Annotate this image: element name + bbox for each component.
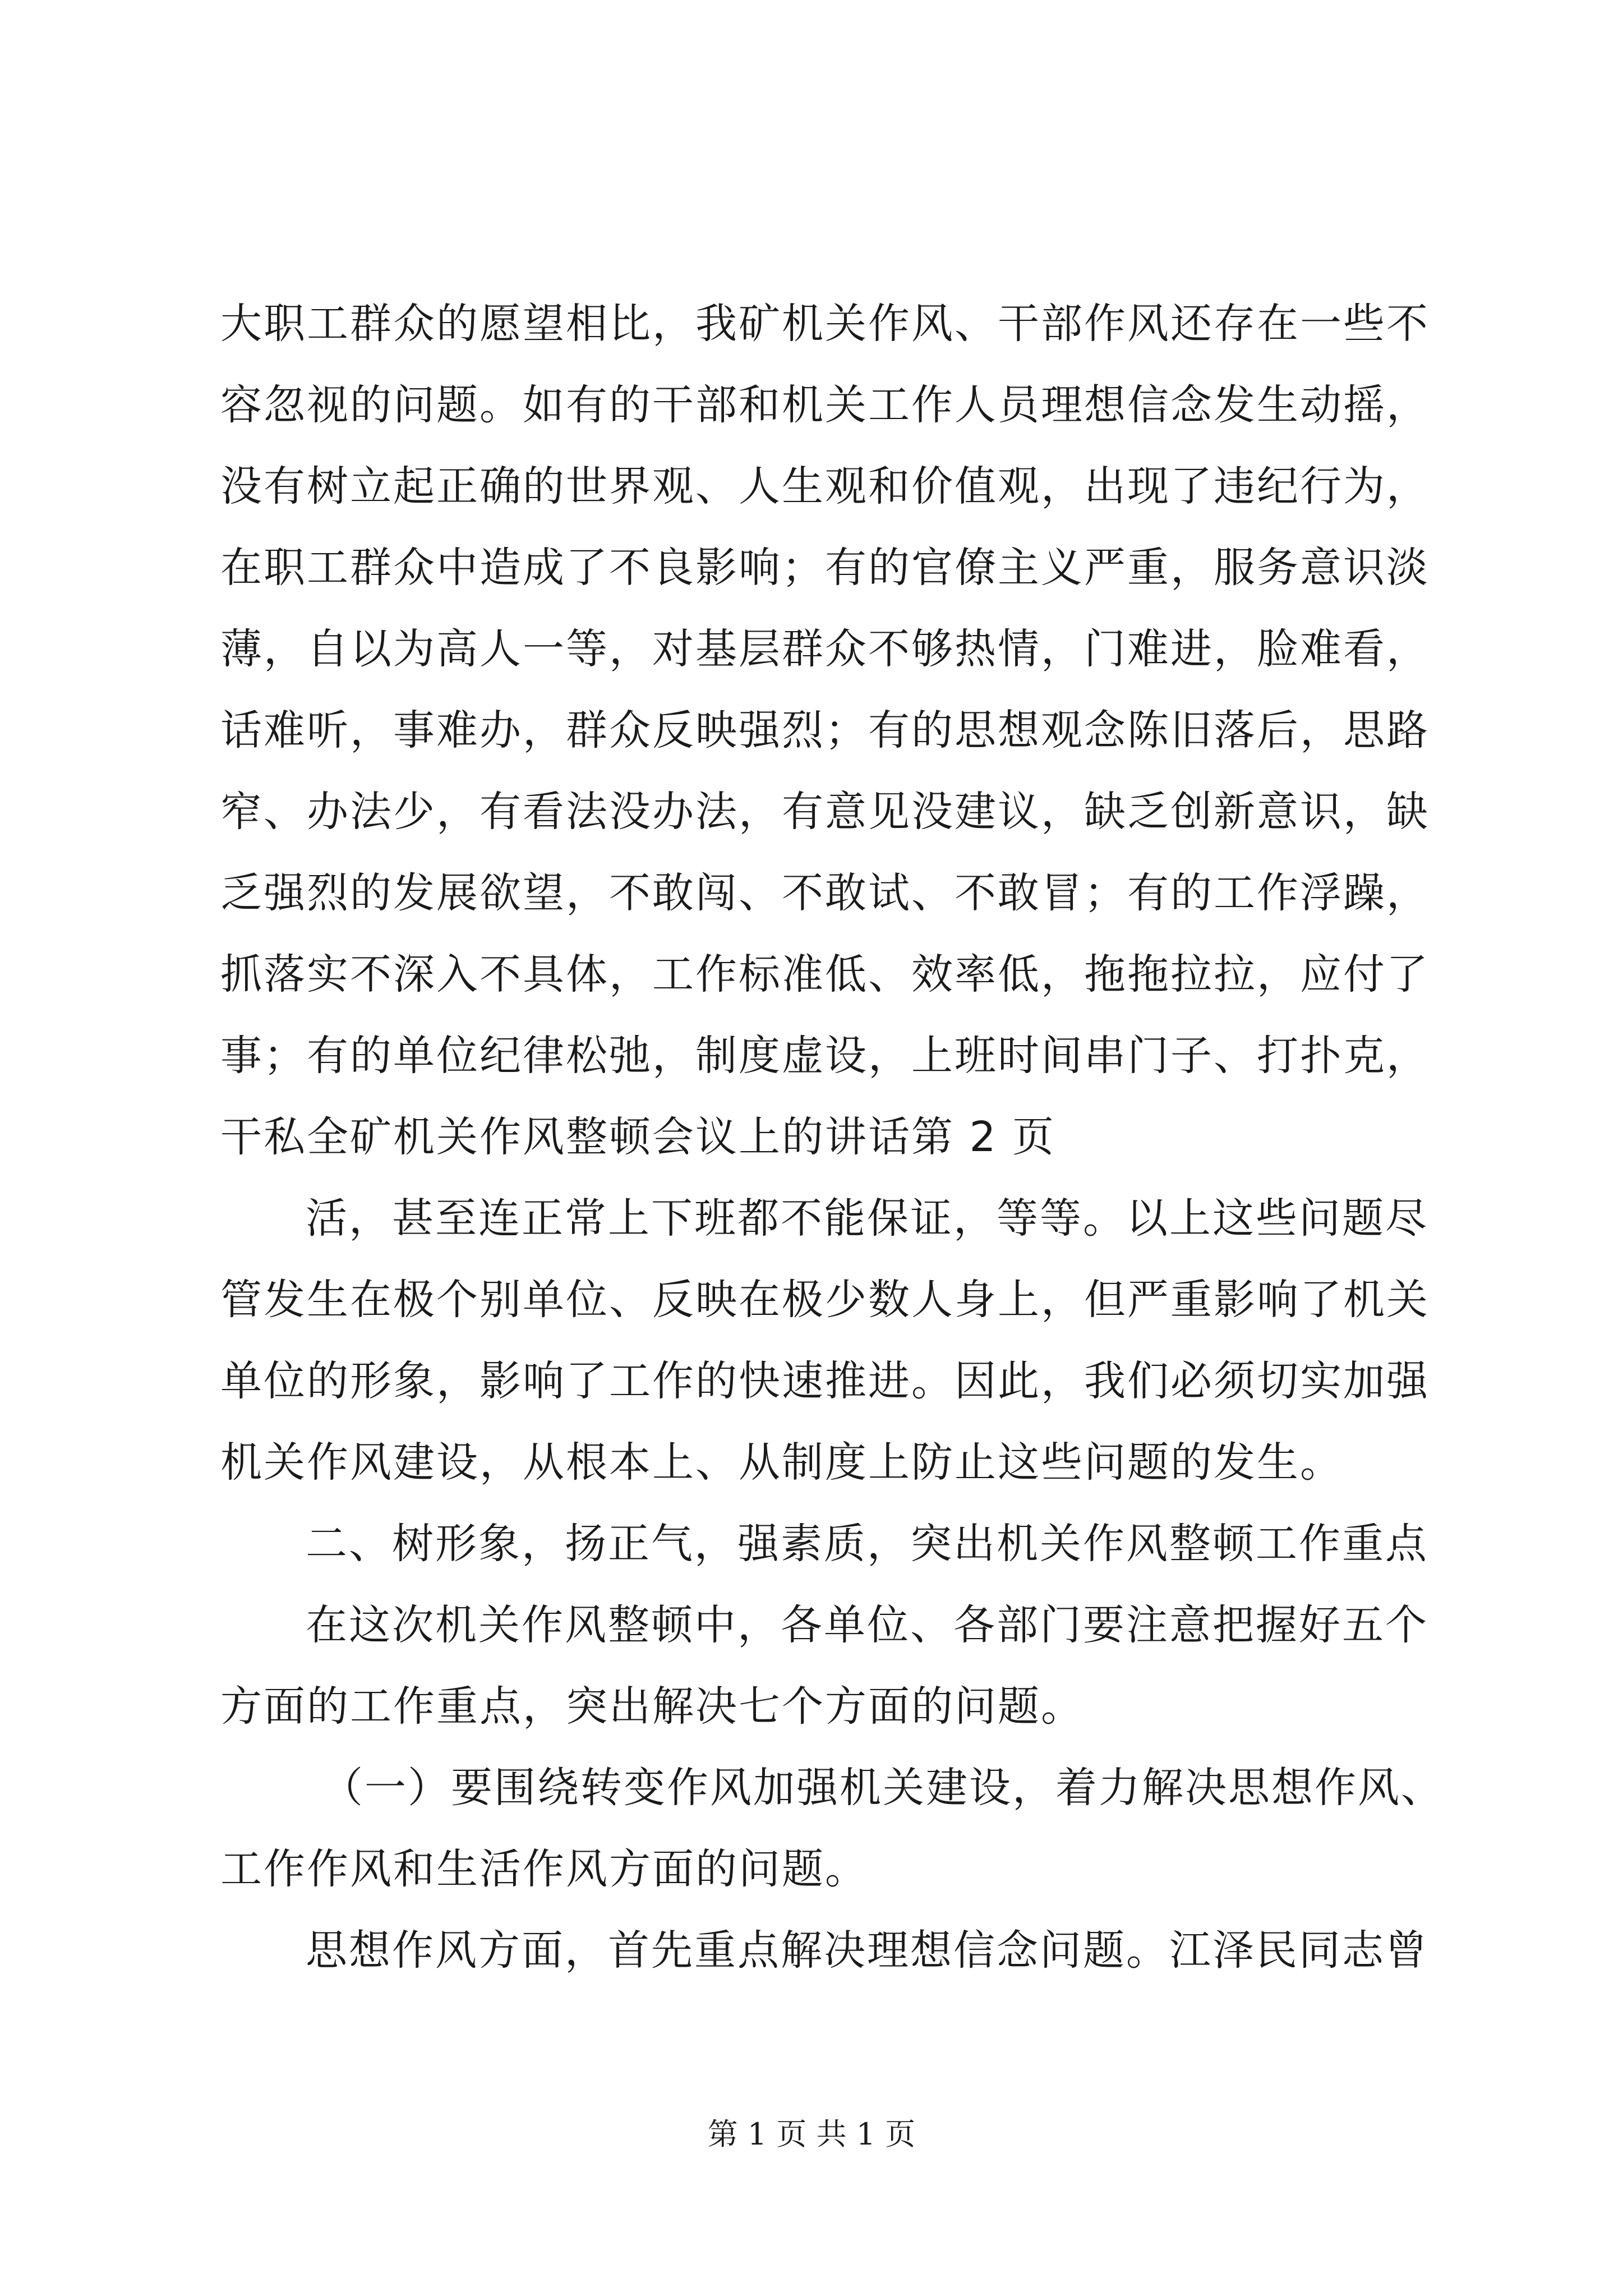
text-line: 单位的形象，影响了工作的快速推进。因此，我们必须切实加强 bbox=[220, 1357, 1430, 1405]
text-line: 机关作风建设，从根本上、从制度上防止这些问题的发生。 bbox=[220, 1438, 1343, 1487]
text-line: 大职工群众的愿望相比，我矿机关作风、干部作风还存在一些不 bbox=[220, 300, 1430, 348]
text-line: 活，甚至连正常上下班都不能保证，等等。以上这些问题尽 bbox=[306, 1194, 1428, 1243]
text-line: 在职工群众中造成了不良影响；有的官僚主义严重，服务意识淡 bbox=[220, 544, 1430, 592]
subsection-heading: （一）要围绕转变作风加强机关建设，着力解决思想作风、 bbox=[321, 1764, 1444, 1812]
text-line: 乏强烈的发展欲望，不敢闯、不敢试、不敢冒；有的工作浮躁， bbox=[220, 869, 1430, 917]
text-line: 思想作风方面，首先重点解决理想信念问题。江泽民同志曾 bbox=[306, 1926, 1428, 1975]
text-line: 没有树立起正确的世界观、人生观和价值观，出现了违纪行为， bbox=[220, 462, 1430, 510]
text-line: 方面的工作重点，突出解决七个方面的问题。 bbox=[220, 1682, 1084, 1731]
text-line: 事；有的单位纪律松弛，制度虚设，上班时间串门子、打扑克， bbox=[220, 1032, 1430, 1080]
text-line: 窄、办法少，有看法没办法，有意见没建议，缺乏创新意识，缺 bbox=[220, 788, 1430, 836]
text-line: 抓落实不深入不具体，工作标准低、效率低，拖拖拉拉，应付了 bbox=[220, 950, 1430, 999]
text-line: 话难听，事难办，群众反映强烈；有的思想观念陈旧落后，思路 bbox=[220, 706, 1430, 754]
text-line: 工作作风和生活作风方面的问题。 bbox=[220, 1845, 868, 1893]
text-line: 薄，自以为高人一等，对基层群众不够热情，门难进，脸难看， bbox=[220, 625, 1430, 673]
text-line: 容忽视的问题。如有的干部和机关工作人员理想信念发生动摇， bbox=[220, 381, 1430, 429]
document-body bbox=[220, 283, 1444, 1991]
text-line: 管发生在极个别单位、反映在极少数人身上，但严重影响了机关 bbox=[220, 1276, 1430, 1324]
page-continuation-note: 干私全矿机关作风整顿会议上的讲话第 2 页 bbox=[220, 1113, 1056, 1161]
text-line: 在这次机关作风整顿中，各单位、各部门要注意把握好五个 bbox=[306, 1601, 1428, 1649]
section-heading: 二、树形象，扬正气，强素质，突出机关作风整顿工作重点 bbox=[306, 1520, 1428, 1568]
page-footer: 第 1 页 共 1 页 bbox=[707, 2116, 916, 2152]
